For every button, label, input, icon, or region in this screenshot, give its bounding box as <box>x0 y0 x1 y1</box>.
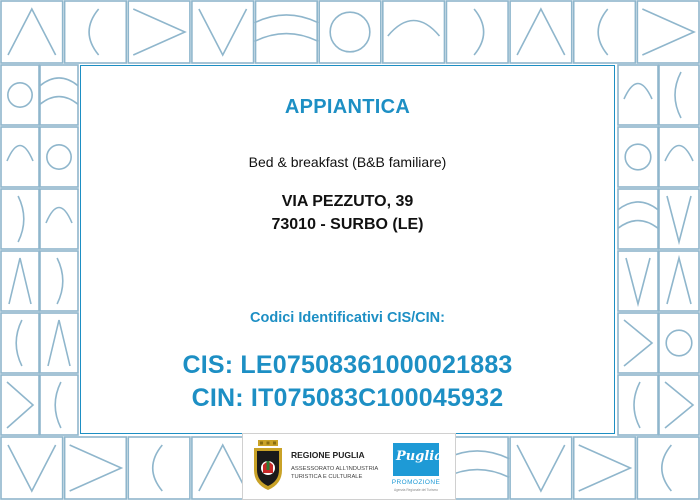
regione-puglia-crest-icon <box>251 440 285 492</box>
puglia-logo-text: Puglia <box>396 449 443 464</box>
codes-heading: Codici Identificativi CIS/CIN: <box>250 310 445 326</box>
cin-code: CIN: IT075083C100045932 <box>191 384 504 412</box>
puglia-promozione-logo <box>393 443 443 476</box>
cis-code: CIS: LE07508361000021883 <box>182 351 513 379</box>
property-type: Bed & breakfast (B&B familiare) <box>248 154 447 170</box>
institutional-logos <box>242 433 456 500</box>
promozione-label: PROMOZIONE <box>391 479 441 486</box>
assessorato-label: ASSESSORATO ALL'INDUSTRIA TURISTICA E CULTURALE <box>291 466 378 480</box>
property-name: APPIANTICA <box>284 96 411 118</box>
address-street: VIA PEZZUTO, 39 <box>281 193 414 210</box>
promozione-sub-label: Agenzia Regionale del Turismo <box>393 488 439 492</box>
info-card <box>80 65 615 434</box>
address-city: 73010 - SURBO (LE) <box>271 216 424 233</box>
region-name: REGIONE PUGLIA <box>291 450 365 460</box>
